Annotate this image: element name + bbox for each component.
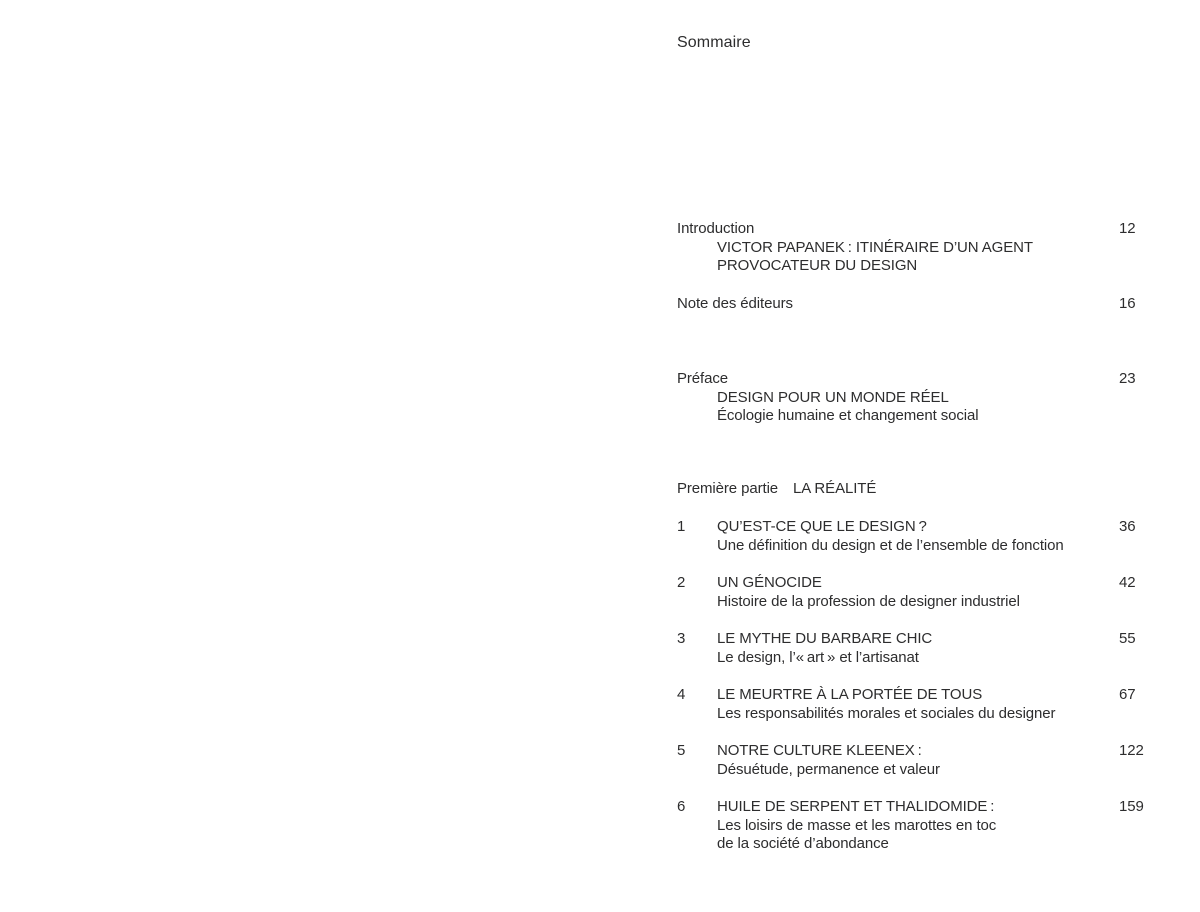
page-title: Sommaire [677,34,751,51]
toc-entry-chapter-5 [677,742,1144,779]
chapter-page-number: 36 [1119,518,1136,535]
toc-entry-chapter-6 [677,798,1144,854]
chapter-title: NOTRE CULTURE KLEENEX : [717,742,922,759]
chapter-number: 2 [677,574,686,591]
toc-entry-introduction [677,220,1136,276]
part-title: LA RÉALITÉ [793,480,877,497]
chapter-number: 6 [677,798,686,815]
chapter-number: 4 [677,686,686,703]
toc-entry-page-number: 16 [1119,295,1136,312]
chapter-number: 5 [677,742,686,759]
table-of-contents [677,0,1177,912]
chapter-subtitle: Les responsabilités morales et sociales du designer [717,704,1056,722]
toc-entry-note-des-editeurs [677,295,1136,314]
chapter-subtitle: Les loisirs de masse et les marottes en toc [717,816,997,834]
toc-entry-chapter-4 [677,686,1136,723]
toc-entry-label: Note des éditeurs [677,295,793,312]
chapter-subtitle: Histoire de la profession de designer industriel [717,592,1020,610]
chapter-number: 3 [677,630,686,647]
chapter-number: 1 [677,518,686,535]
chapter-title: QU’EST-CE QUE LE DESIGN ? [717,518,927,535]
toc-entry-subtitle: PROVOCATEUR DU DESIGN [717,257,918,275]
toc-entry-subtitle: VICTOR PAPANEK : ITINÉRAIRE D’UN AGENT [717,238,1033,256]
chapter-page-number: 67 [1119,686,1136,703]
toc-entry-page-number: 12 [1119,220,1136,237]
toc-entry-subtitle: DESIGN POUR UN MONDE RÉEL [717,388,949,406]
chapter-title: UN GÉNOCIDE [717,574,822,591]
toc-entry-label: Introduction [677,220,755,237]
chapter-title: LE MYTHE DU BARBARE CHIC [717,630,933,647]
chapter-subtitle: Une définition du design et de l’ensemble de fonction [717,536,1064,554]
chapter-page-number: 122 [1119,742,1144,759]
toc-entry-chapter-2 [677,574,1136,611]
chapter-subtitle: de la société d’abondance [717,835,889,853]
chapter-title: LE MEURTRE À LA PORTÉE DE TOUS [717,686,983,703]
chapter-page-number: 55 [1119,630,1136,647]
chapter-subtitle: Désuétude, permanence et valeur [717,760,940,778]
toc-entry-subtitle: Écologie humaine et changement social [717,407,979,425]
chapter-subtitle: Le design, l’« art » et l’artisanat [717,648,919,666]
chapter-page-number: 42 [1119,574,1136,591]
chapter-title: HUILE DE SERPENT ET THALIDOMIDE : [717,798,995,815]
toc-entry-label: Préface [677,370,728,387]
part-label: Première partie [677,480,779,497]
toc-part-heading [677,480,876,499]
toc-entry-chapter-3 [677,630,1136,667]
chapter-page-number: 159 [1119,798,1144,815]
toc-entry-chapter-1 [677,518,1136,555]
toc-entry-page-number: 23 [1119,370,1136,387]
toc-entry-preface [677,370,1136,426]
